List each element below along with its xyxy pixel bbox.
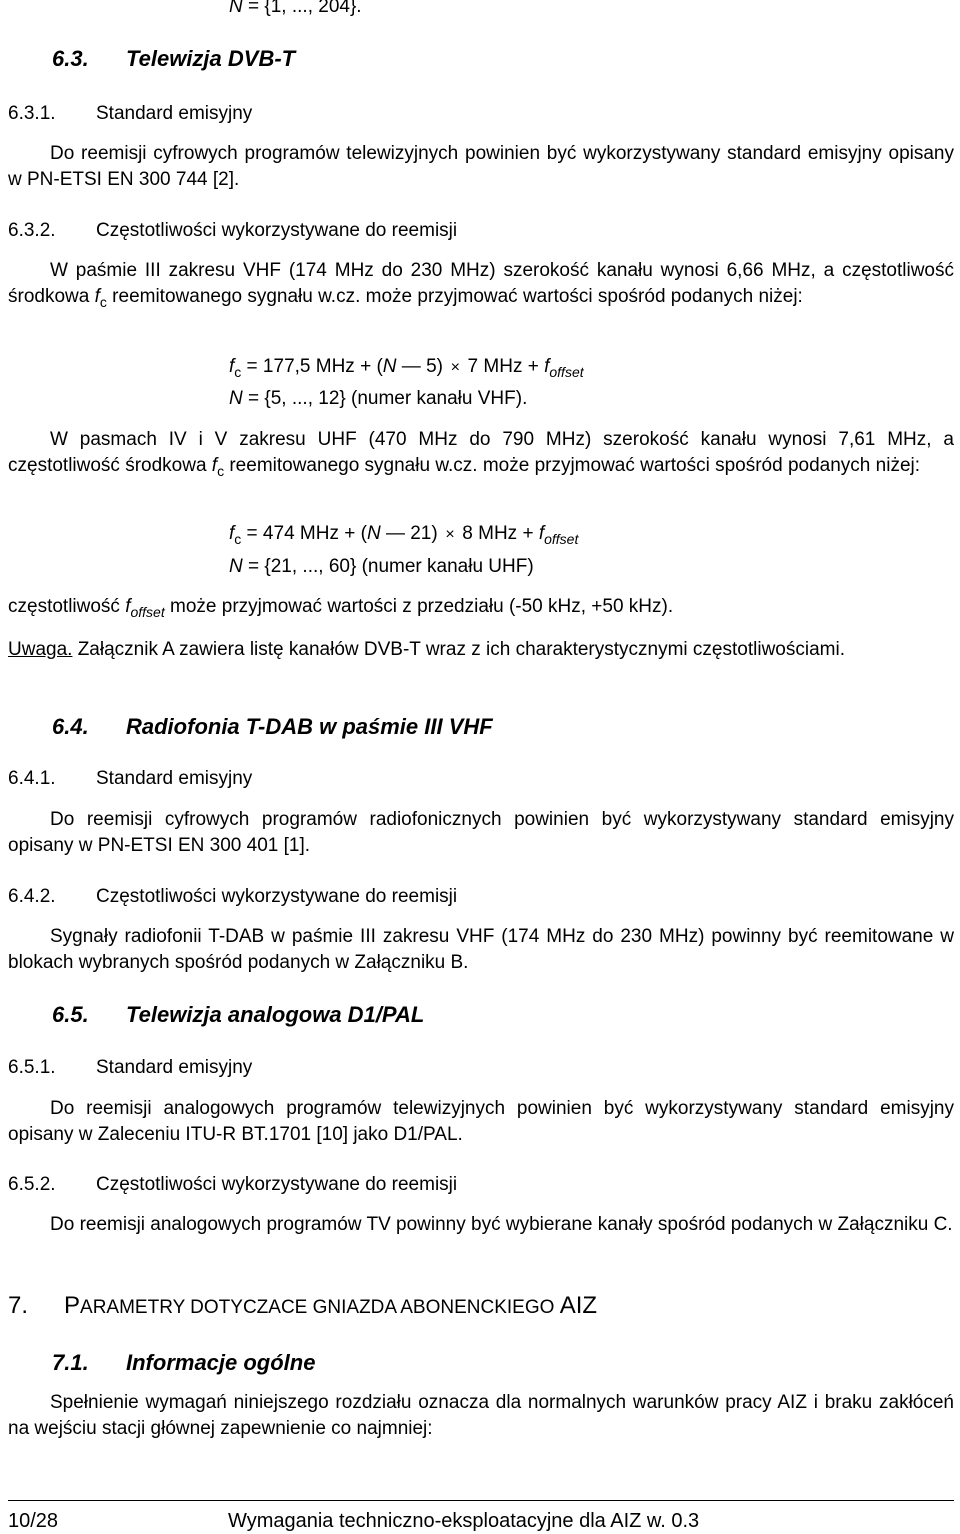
vhf-formula: $f_c = 177,5$ MHz + (N — 5) × 7 MHz + $f_{offset}$ xyxy=(229,356,584,380)
section-7-1-title: Informacje ogólne xyxy=(126,1350,316,1375)
uhf-range: N = {21, ..., 60} (numer kanału UHF) xyxy=(229,556,534,577)
uhf-paragraph: W pasmach IV i V zakresu UHF (470 MHz do 790 MHz) szerokość kanału wynosi 7,61 MHz, a częstotliwość środkowa $f_c$ reemitowanego sygnału w.cz. może przyjmować wartości spośród podanych niżej: xyxy=(8,429,954,479)
top-formula: N = {1, ..., 204}. xyxy=(229,0,362,17)
section-6-4-2-paragraph: Sygnały radiofonii T-DAB w paśmie III zakresu VHF (174 MHz do 230 MHz) powinny być reemitowane w blokach wybranych spośród podanych w Załączniku B. xyxy=(8,926,954,973)
section-6-4-2-title: Częstotliwości wykorzystywane do reemisji xyxy=(96,886,458,907)
section-7-1-paragraph: Spełnienie wymagań niniejszego rozdziału oznacza dla normalnych warunków pracy AIZ i braku zakłóceń na wejściu stacji głównej zapewnienie co najmniej: xyxy=(8,1392,954,1439)
note-label: Uwaga. xyxy=(8,639,73,660)
section-6-3-number: 6.3. xyxy=(52,46,89,71)
section-6-3-1-number: 6.3.1. xyxy=(8,103,56,124)
section-6-4-2-number: 6.4.2. xyxy=(8,886,56,907)
section-6-5-1-title: Standard emisyjny xyxy=(96,1057,253,1078)
section-6-5-1-paragraph: Do reemisji analogowych programów telewizyjnych powinien być wykorzystywany standard emisyjny opisany w Zaleceniu ITU-R BT.1701 [10] jako D1/PAL. xyxy=(8,1098,954,1145)
section-6-5-2-title: Częstotliwości wykorzystywane do reemisji xyxy=(96,1174,458,1195)
section-6-5-number: 6.5. xyxy=(52,1002,89,1027)
section-7-number: 7. xyxy=(8,1292,29,1319)
offset-paragraph: częstotliwość $f_{offset}$ może przyjmować wartości z przedziału (-50 kHz, +50 kHz). xyxy=(8,596,674,620)
times-icon: × xyxy=(445,526,455,543)
uhf-formula: $f_c = 474$ MHz + (N — 21) × 8 MHz + $f_{offset}$ xyxy=(229,523,579,547)
section-6-3-2-title: Częstotliwości wykorzystywane do reemisji xyxy=(96,220,458,241)
section-6-3-2-number: 6.3.2. xyxy=(8,220,56,241)
vhf-paragraph: W paśmie III zakresu VHF (174 MHz do 230 MHz) szerokość kanału wynosi 6,66 MHz, a częstotliwość środkowa $f_c$ reemitowanego sygnału w.cz. może przyjmować wartości spośród podanych niżej: xyxy=(8,260,954,310)
section-6-4-title: Radiofonia T-DAB w paśmie III VHF xyxy=(126,714,493,739)
section-6-4-1-paragraph: Do reemisji cyfrowych programów radiofonicznych powinien być wykorzystywany standard emisyjny opisany w PN-ETSI EN 300 401 [1]. xyxy=(8,809,954,856)
section-6-3-1-title: Standard emisyjny xyxy=(96,103,253,124)
section-6-5-title: Telewizja analogowa D1/PAL xyxy=(126,1002,425,1027)
section-7-1-number: 7.1. xyxy=(52,1350,89,1375)
section-6-3-title: Telewizja DVB-T xyxy=(126,46,296,71)
vhf-range: N = {5, ..., 12} (numer kanału VHF). xyxy=(229,388,528,409)
footer-page-number: 10/28 xyxy=(8,1510,59,1532)
section-7-title: PARAMETRY DOTYCZACE GNIAZDA ABONENCKIEGO AIZ xyxy=(64,1292,598,1319)
times-icon: × xyxy=(450,359,460,376)
section-6-5-1-number: 6.5.1. xyxy=(8,1057,56,1078)
section-6-4-1-number: 6.4.1. xyxy=(8,768,56,789)
section-6-5-2-number: 6.5.2. xyxy=(8,1174,56,1195)
section-6-3-1-paragraph: Do reemisji cyfrowych programów telewizyjnych powinien być wykorzystywany standard emisyjny opisany w PN-ETSI EN 300 744 [2]. xyxy=(8,143,954,190)
footer-rule xyxy=(8,1500,954,1501)
footer-document-title: Wymagania techniczno-eksploatacyjne dla AIZ w. 0.3 xyxy=(228,1510,700,1532)
section-6-4-1-title: Standard emisyjny xyxy=(96,768,253,789)
note-paragraph: Uwaga. Załącznik A zawiera listę kanałów DVB-T wraz z ich charakterystycznymi częstotliwościami. xyxy=(8,639,845,660)
section-6-4-number: 6.4. xyxy=(52,714,89,739)
section-6-5-2-paragraph: Do reemisji analogowych programów TV powinny być wybierane kanały spośród podanych w Załączniku C. xyxy=(50,1214,953,1235)
